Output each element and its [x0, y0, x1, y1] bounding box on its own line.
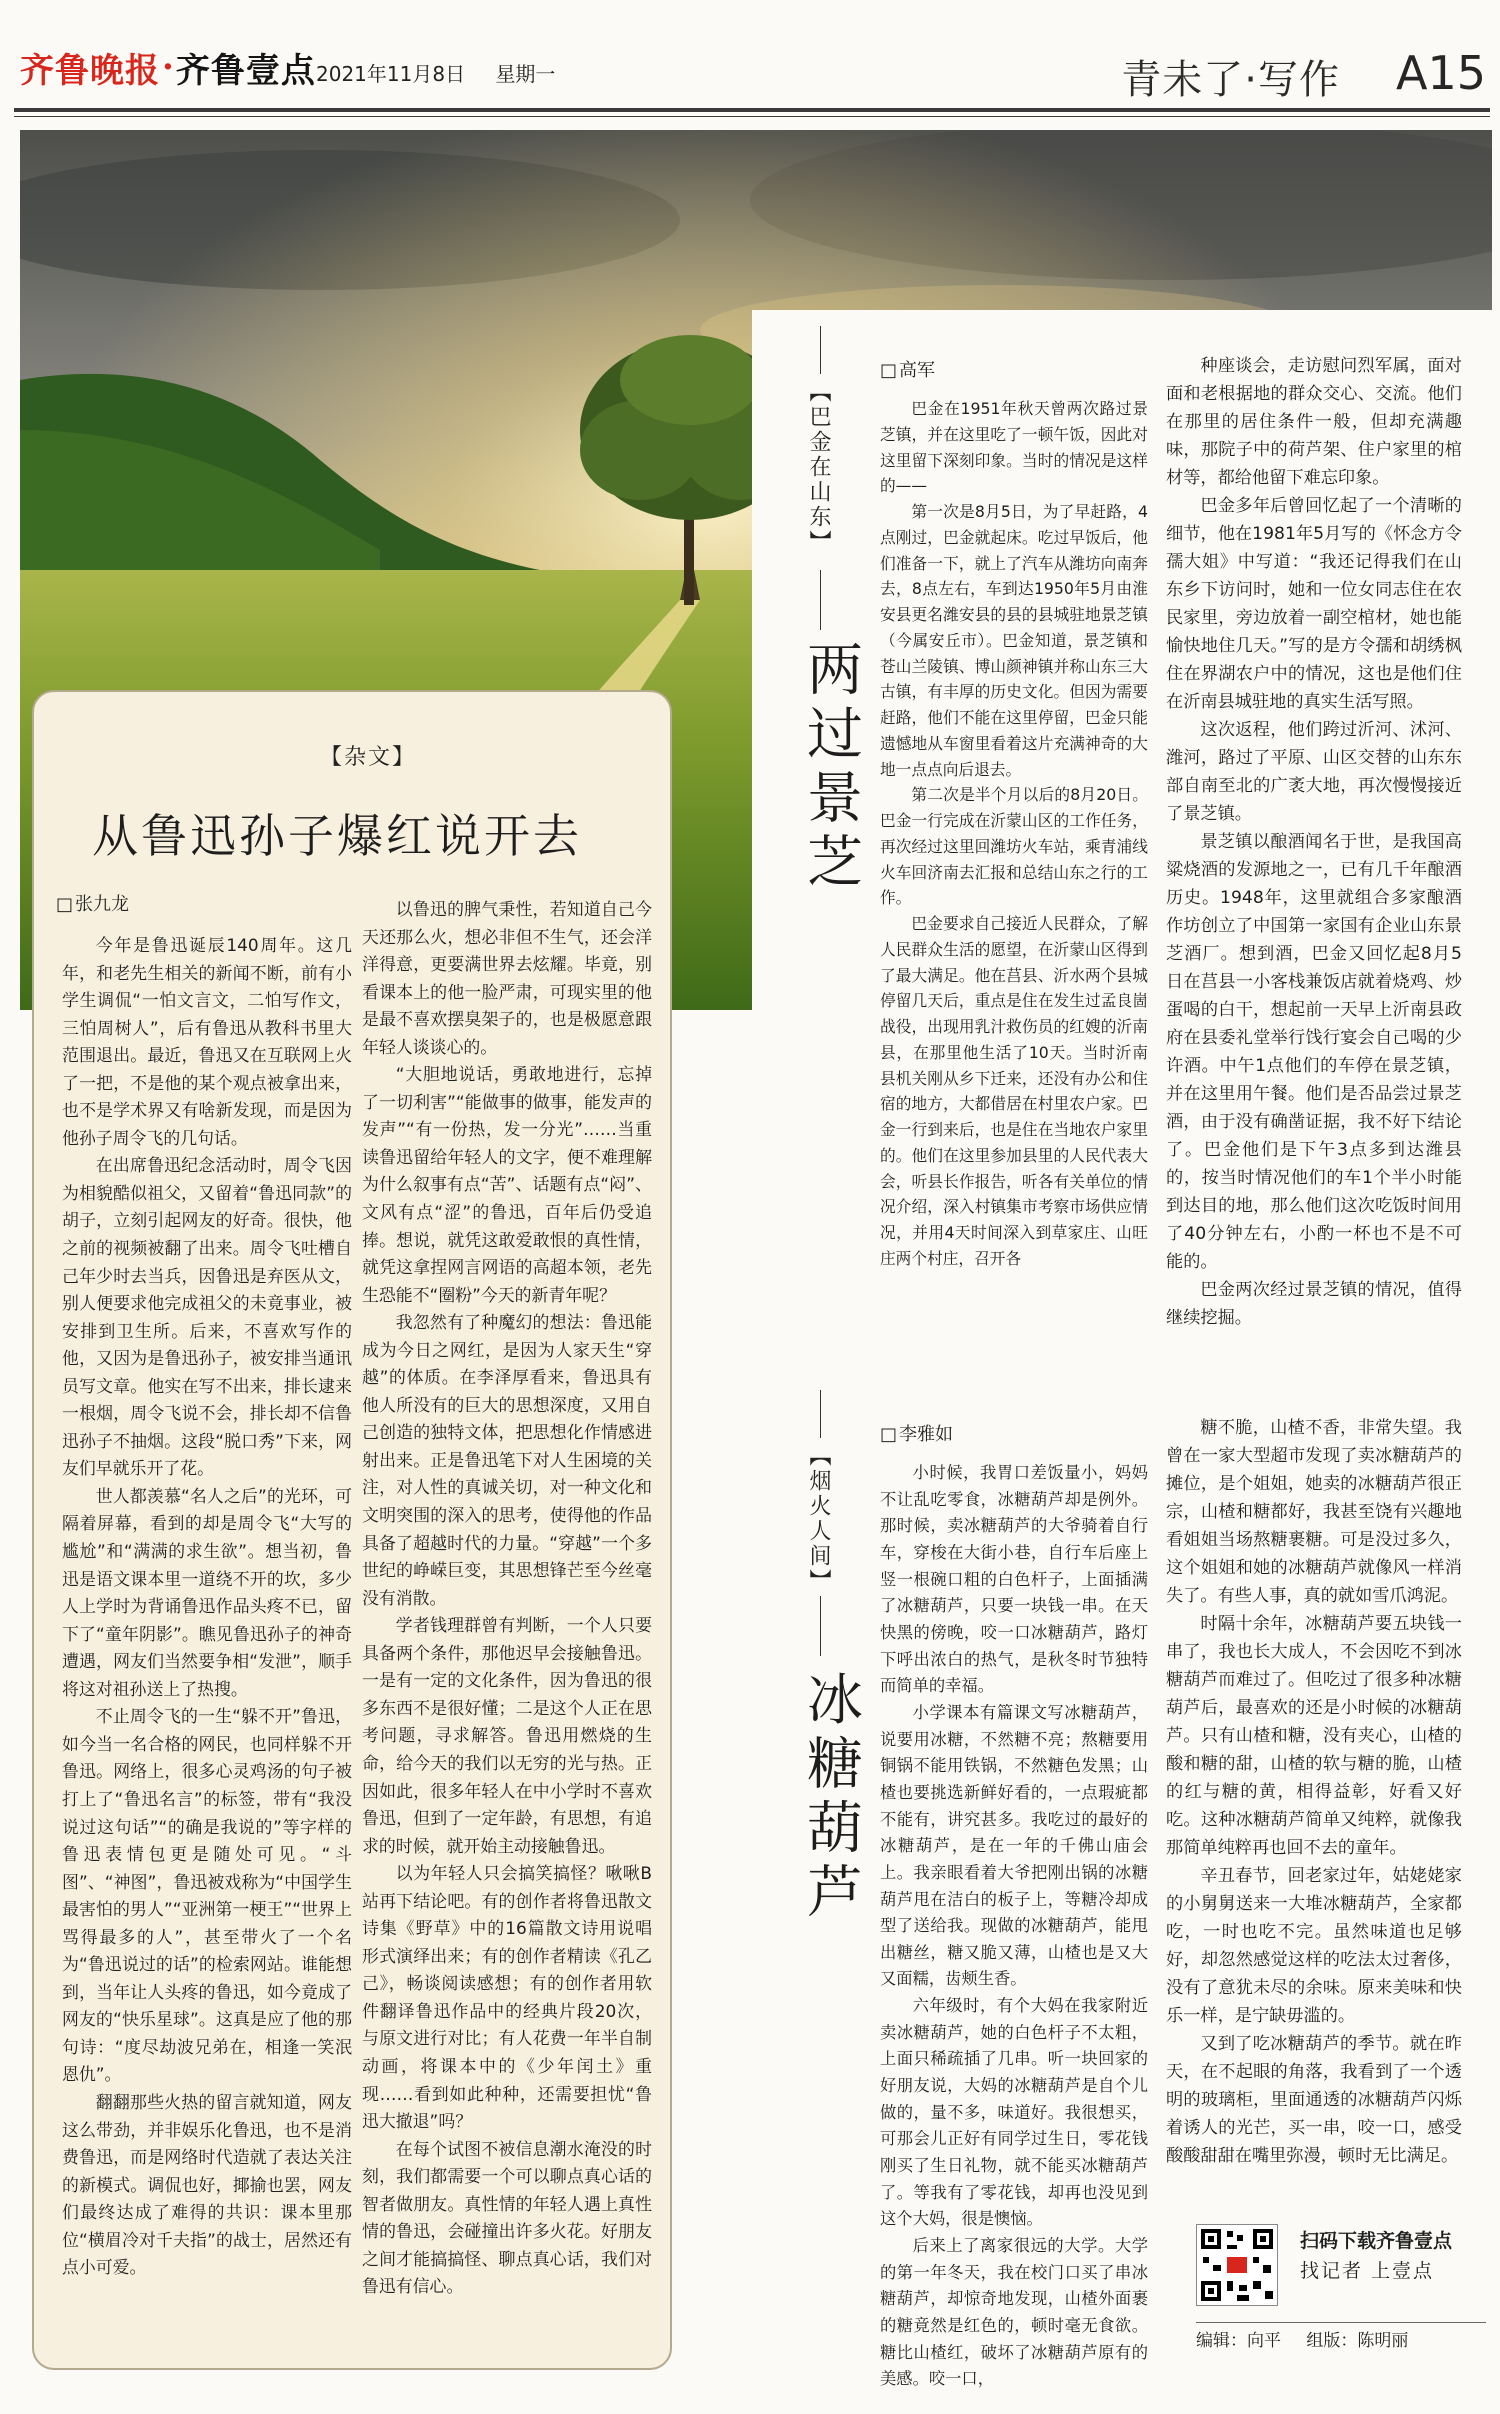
- paragraph: 在出席鲁迅纪念活动时，周令飞因为相貌酷似祖父，又留着“鲁迅同款”的胡子，立刻引起网友的好奇。很快，他之前的视频被翻了出来。周令飞吐槽自己年少时去当兵，因鲁迅是弃医从文，别人便要求他完成祖父的未竟事业，被安排到卫生所。后来，不喜欢写作的他，又因为是鲁迅孙子，被安排当通讯员写文章。他实在写不出来，排长逮来一根烟，周令飞说不会，排长却不信鲁迅孙子不抽烟。这段“脱口秀”下来，网友们早就乐开了花。: [62, 1155, 352, 1479]
- masthead: [14, 22, 1490, 132]
- paragraph: 种座谈会，走访慰问烈军属，面对面和老根据地的群众交心、交流。他们在那里的居住条件一般，但却充满趣味，那院子中的荷芦架、住户家里的棺材等，都给他留下难忘印象。: [1166, 356, 1462, 488]
- paragraph: 辛丑春节，回老家过年，姑姥姥家的小舅舅送来一大堆冰糖葫芦，全家都吃，一时也吃不完。虽然味道也足够好，却忽然感觉这样的吃法太过奢侈，没有了意犹未尽的余味。原来美味和快乐一样，是宁缺毋滥的。: [1166, 1866, 1462, 2026]
- article-author: □ 高军: [880, 356, 935, 382]
- article-title: 冰糖葫芦: [798, 1670, 863, 1926]
- article-column: [880, 1460, 1148, 2400]
- paragraph: 在每个试图不被信息潮水淹没的时刻，我们都需要一个可以聊点真心话的智者做朋友。真性情的年轻人遇上真性情的鲁迅，会碰撞出许多火花。好朋友之间才能搞搞怪、聊点真心话，我们对鲁迅有信心。: [362, 2138, 652, 2297]
- paragraph: 巴金在1951年秋天曾两次路过景芝镇，并在这里吃了一顿午饭，因此对这里留下深刻印象。当时的情况是这样的——: [880, 399, 1148, 496]
- paragraph: 世人都羡慕“名人之后”的光环，可隔着屏幕，看到的却是周令飞“大写的尴尬”和“满满的求生欲”。想当初，鲁迅是语文课本里一道绕不开的坎，多少人上学时为背诵鲁迅作品头疼不已，留下了“童年阴影”。瞧见鲁迅孙子的神奇遭遇，网友们当然要争相“发泄”，顺手将这对祖孙送上了热搜。: [62, 1485, 352, 1699]
- newspaper-logo: [20, 44, 316, 90]
- paragraph: 六年级时，有个大妈在我家附近卖冰糖葫芦，她的白色杆子不太粗，上面只稀疏插了几串。听一块回家的好朋友说，大妈的冰糖葫芦是自个儿做的，量不多，味道好。我很想买，可那会儿正好有同学过生日，零花钱刚买了生日礼物，就不能买冰糖葫芦了。等我有了零花钱，却再也没见到这个大妈，很是懊恼。: [880, 1996, 1148, 2229]
- issue-date: 2021年11月8日: [316, 62, 466, 86]
- column-label: 【巴金在山东】: [806, 380, 831, 555]
- paragraph: 后来上了离家很远的大学。大学的第一年冬天，我在校门口买了串冰糖葫芦，却惊奇地发现，山楂外面裹的糖竟然是红色的，顿时毫无食欲。糖比山楂红，破坏了冰糖葫芦原有的美感。咬一口，: [880, 2236, 1148, 2389]
- designer-credit: 组版：陈明丽: [1306, 2331, 1409, 2351]
- qr-label: 扫码下载齐鲁壹点: [1300, 2230, 1453, 2252]
- paragraph: 第二次是半个月以后的8月20日。巴金一行完成在沂蒙山区的工作任务，再次经过这里回潍坊火车站，乘青浦线火车回济南去汇报和总结山东之行的工作。: [880, 785, 1148, 908]
- qr-code-icon: [1196, 2224, 1278, 2306]
- paragraph: 巴金多年后曾回忆起了一个清晰的细节，他在1981年5月写的《怀念方令孺大姐》中写道：“我还记得我们在山东乡下访问时，她和一位女同志住在农民家里，旁边放着一副空棺材，她也能愉快地住几天。”写的是方令孺和胡绣枫住在界湖农户中的情况，这也是他们住在沂南县城驻地的真实生活写照。: [1166, 496, 1462, 712]
- paragraph: 时隔十余年，冰糖葫芦要五块钱一串了，我也长大成人，不会因吃不到冰糖葫芦而难过了。但吃过了很多种冰糖葫芦后，最喜欢的还是小时候的冰糖葫芦。只有山楂和糖，没有夹心，山楂的酸和糖的甜，山楂的软与糖的脆，山楂的红与糖的黄，相得益彰，好看又好吃。这种冰糖葫芦简单又纯粹，就像我那简单纯粹再也回不去的童年。: [1166, 1614, 1462, 1858]
- article-author: □ 李雅如: [880, 1420, 953, 1446]
- paragraph: 我忽然有了种魔幻的想法：鲁迅能成为今日之网红，是因为人家天生“穿越”的体质。在李泽厚看来，鲁迅具有他人所没有的巨大的思想深度，又用自己创造的独特文体，把思想化作情感进射出来。正是鲁迅笔下对人生困境的关注，对人性的真诚关切，对一种文化和文明突围的深入的思考，使得他的作品具备了超越时代的力量。“穿越”一个多世纪的峥嵘巨变，其思想锋芒至今丝毫没有消散。: [362, 1312, 652, 1608]
- masthead-rule-thin: [14, 116, 1490, 117]
- credit-rule: [1196, 2322, 1486, 2323]
- paragraph: 这次返程，他们跨过沂河、沭河、潍河，路过了平原、山区交替的山东东部自南至北的广袤大地，再次慢慢接近了景芝镇。: [1166, 720, 1462, 824]
- dateline: [316, 58, 579, 87]
- paragraph: 巴金两次经过景芝镇的情况，值得继续挖掘。: [1166, 1280, 1462, 1328]
- article-column: [362, 896, 652, 2352]
- paragraph: 翻翻那些火热的留言就知道，网友这么带劲，并非娱乐化鲁迅，也不是消费鲁迅，而是网络时代造就了表达关注的新模式。调侃也好，揶揄也罢，网友们最终达成了难得的共识：课本里那位“横眉冷对千夫指”的战士，居然还有点小可爱。: [62, 2091, 352, 2278]
- paragraph: 第一次是8月5日，为了早赶路，4点刚过，巴金就起床。吃过早饭后，他们准备一下，就上了汽车从潍坊向南奔去，8点左右，车到达1950年5月由淮安县更名潍安县的县的县城驻地景芝镇（今属安丘市）。巴金知道，景芝镇和苍山兰陵镇、博山颜神镇并称山东三大古镇，有丰厚的历史文化。但因为需要赶路，他们不能在这里停留，巴金只能遗憾地从车窗里看着这片充满神奇的大地一点点向后退去。: [880, 502, 1148, 779]
- masthead-rule: [14, 108, 1490, 112]
- article-author: □ 张九龙: [56, 890, 129, 916]
- article-tag: 【杂文】: [320, 745, 417, 770]
- page-number: A15: [1395, 46, 1486, 100]
- article-title: 从鲁迅孙子爆红说开去: [92, 809, 582, 863]
- section-name: 青未了·写作: [1121, 57, 1340, 103]
- paragraph: 小学课本有篇课文写冰糖葫芦，说要用冰糖，不然糖不亮；熬糖要用铜锅不能用铁锅，不然糖色发黑；山楂也要挑选新鲜好看的，一点瑕疵都不能有，讲究甚多。我吃过的最好的冰糖葫芦，是在一年的千佛山庙会上。我亲眼看着大爷把刚出锅的冰糖葫芦甩在洁白的板子上，等糖冷却成型了送给我。现做的冰糖葫芦，能甩出糖丝，糖又脆又薄，山楂也是又大又面糯，齿颊生香。: [880, 1702, 1148, 1989]
- edition-name: 齐鲁壹点: [175, 50, 316, 91]
- paragraph: 不止周令飞的一生“躲不开”鲁迅，如今当一名合格的网民，也同样躲不开鲁迅。网络上，很多心灵鸡汤的句子被打上了“鲁迅名言”的标签，带有“我没说过这句话”“的确是我说的”等字样的鲁迅表情包更是随处可见。“斗图”、“神图”，鲁迅被戏称为“中国学生最害怕的男人”“亚洲第一梗王”“世界上骂得最多的人”，甚至带火了一个名为“鲁迅说过的话”的检索网站。谁能想到，当年让人头疼的鲁迅，如今竟成了网友的“快乐星球”。这真是应了他的那句诗：“度尽劫波兄弟在，相逢一笑泯恩仇”。: [62, 1706, 352, 2085]
- qr-subtext: 找记者 上壹点: [1300, 2260, 1435, 2282]
- issue-weekday: 星期一: [495, 62, 556, 86]
- credits: [1196, 2326, 1428, 2351]
- article-column: [880, 396, 1148, 1331]
- paper-name: 齐鲁晚报: [20, 50, 160, 91]
- article-column: [62, 932, 352, 2352]
- paragraph: 糖不脆，山楂不香，非常失望。我曾在一家大型超市发现了卖冰糖葫芦的摊位，是个姐姐，她卖的冰糖葫芦很正宗，山楂和糖都好，我甚至饶有兴趣地看姐姐当场熬糖裹糖。可是没过多久，这个姐姐和她的冰糖葫芦就像风一样消失了。有些人事，真的就如雪爪鸿泥。: [1166, 1418, 1462, 1606]
- article-column: [1166, 1414, 1462, 2204]
- logo-separator: ·: [162, 47, 174, 87]
- paragraph: 巴金要求自己接近人民群众，了解人民群众生活的愿望，在沂蒙山区得到了最大满足。他在莒县、沂水两个县城停留几天后，重点是住在发生过孟良崮战役，出现用乳汁救伤员的红嫂的沂南县，在那里他生活了10天。当时沂南县机关刚从乡下迁来，还没有办公和住宿的地方，大都借居在村里农户家。巴金一行到来后，也是住在当地农户家里的。他们在这里参加县里的人民代表大会，听县长作报告，听各有关单位的情况介绍，深入村镇集市考察市场供应情况，并用4天时间深入到草家庄、山旺庄两个村庄，召开各: [880, 914, 1148, 1268]
- label-rule: [820, 326, 821, 374]
- paragraph: 以鲁迅的脾气秉性，若知道自己今天还那么火，想必非但不生气，还会洋洋得意，更要满世界去炫耀。毕竟，别看课本上的他一脸严肃，可现实里的他是最不喜欢摆臭架子的，也是极愿意跟年轻人谈谈心的。: [362, 899, 652, 1057]
- label-rule: [820, 570, 821, 630]
- article-column: [1166, 352, 1462, 1332]
- paragraph: 学者钱理群曾有判断，一个人只要具备两个条件，那他迟早会接触鲁迅。一是有一定的文化条件，因为鲁迅的很多东西不是很好懂；二是这个人正在思考问题，寻求解答。鲁迅用燃烧的生命，给今天的我们以无穷的光与热。正因如此，很多年轻人在中小学时不喜欢鲁迅，但到了一定年龄，有思想，有追求的时候，就开始主动接触鲁迅。: [362, 1615, 652, 1856]
- label-rule: [820, 1596, 821, 1656]
- paragraph: 又到了吃冰糖葫芦的季节。就在昨天，在不起眼的角落，我看到了一个透明的玻璃柜，里面通透的冰糖葫芦闪烁着诱人的光芒，买一串，咬一口，感受酸酸甜甜在嘴里弥漫，顿时无比满足。: [1166, 2034, 1462, 2166]
- article-title: 两过景芝: [798, 640, 863, 896]
- paragraph: “大胆地说话，勇敢地进行，忘掉了一切利害”“能做事的做事，能发声的发声”“有一份热，发一分光”……当重读鲁迅留给年轻人的文字，便不难理解为什么叙事有点“苦”、话题有点“闷”、文风有点“涩”的鲁迅，百年后仍受追捧。想说，就凭这敢爱敢恨的真性情，就凭这拿捏网言网语的高超本领，老先生恐能不“圈粉”今天的新青年呢？: [362, 1064, 652, 1305]
- column-label: 【烟火人间】: [806, 1444, 831, 1594]
- paragraph: 今年是鲁迅诞辰140周年。这几年，和老先生相关的新闻不断，前有小学生调侃“一怕文言文，二怕写作文，三怕周树人”，后有鲁迅从教科书里大范围退出。最近，鲁迅又在互联网上火了一把，不是他的某个观点被拿出来，也不是学术界又有啥新发现，而是因为他孙子周令飞的几句话。: [62, 935, 352, 1148]
- editor-credit: 编辑：向平: [1196, 2331, 1281, 2351]
- paragraph: 以为年轻人只会搞笑搞怪？啾啾B站再下结论吧。有的创作者将鲁迅散文诗集《野草》中的16篇散文诗用说唱形式演绎出来；有的创作者精读《孔乙己》，畅谈阅读感想；有的创作者用软件翻译鲁迅作品中的经典片段20次，与原文进行对比；有人花费一年半自制动画，将课本中的《少年闰土》重现……看到如此种种，还需要担忧“鲁迅大撤退”吗？: [362, 1863, 652, 2132]
- paragraph: 景芝镇以酿酒闻名于世，是我国高粱烧酒的发源地之一，已有几千年酿酒历史。1948年，这里就组合多家酿酒作坊创立了中国第一家国有企业山东景芝酒厂。想到酒，巴金又回忆起8月5日在莒县一小客栈兼饭店就着烧鸡、炒蛋喝的白干，想起前一天早上沂南县政府在县委礼堂举行饯行宴会自己喝的少许酒。中午1点他们的车停在景芝镇，并在这里用午餐。他们是否品尝过景芝酒，由于没有确凿证据，我不好下结论了。巴金他们是下午3点多到达潍县的，按当时情况他们的车1个半小时能到达目的地，那么他们这次吃饭时间用了40分钟左右，小酌一杯也不是不可能的。: [1166, 832, 1462, 1272]
- paragraph: 小时候，我胃口差饭量小，妈妈不让乱吃零食，冰糖葫芦却是例外。那时候，卖冰糖葫芦的大爷骑着自行车，穿梭在大街小巷，自行车后座上竖一根碗口粗的白色杆子，上面插满了冰糖葫芦，只要一块钱一串。在天快黑的傍晚，咬一口冰糖葫芦，路灯下呼出浓白的热气，是秋冬时节独特而简单的幸福。: [880, 1463, 1148, 1696]
- label-rule: [820, 1390, 821, 1438]
